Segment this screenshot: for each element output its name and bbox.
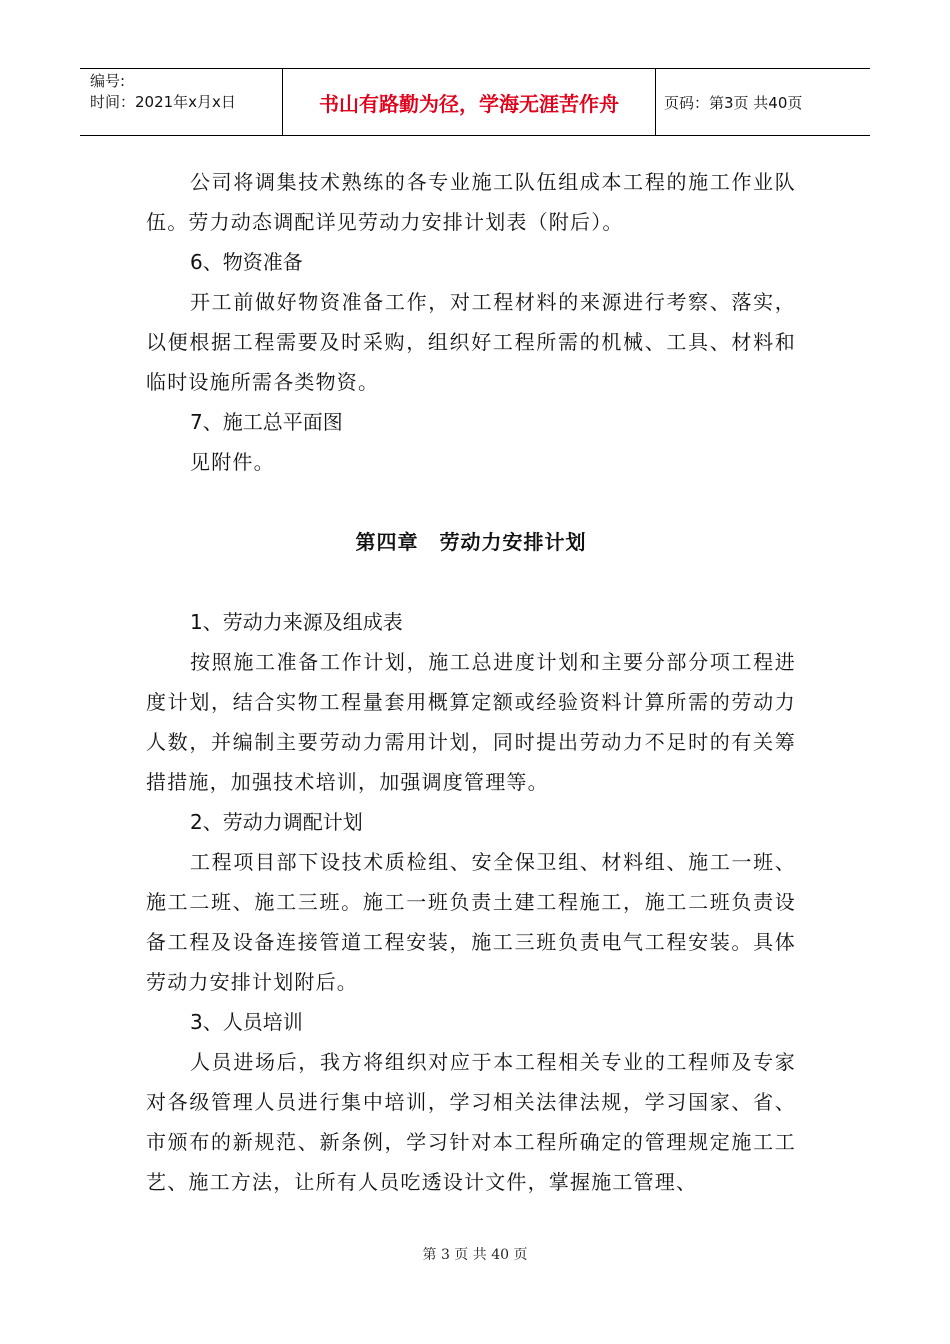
section-heading: 3、人员培训 (190, 1010, 303, 1034)
section-heading: 2、劳动力调配计划 (190, 810, 363, 834)
header-left-cell (80, 69, 282, 135)
section-heading: 1、劳动力来源及组成表 (190, 610, 403, 634)
paragraph: 开工前做好物资准备工作，对工程材料的来源进行考察、落实，以便根据工程需要及时采购，组织好工程所需的机械、工具、材料和临时设施所需各类物资。 (146, 290, 796, 394)
paragraph: 人员进场后，我方将组织对应于本工程相关专业的工程师及专家对各级管理人员进行集中培训，学习相关法律法规，学习国家、省、市颁布的新规范、新条例，学习针对本工程所确定的管理规定施工工艺、施工方法，让所有人员吃透设计文件，掌握施工管理、 (146, 1050, 796, 1194)
section-heading: 6、物资准备 (190, 250, 303, 274)
header-motto: 书山有路勤为径，学海无涯苦作舟 (282, 69, 656, 135)
paragraph: 公司将调集技术熟练的各专业施工队伍组成本工程的施工作业队伍。劳力动态调配详见劳动力安排计划表（附后）。 (146, 170, 796, 234)
code-label: 编号: (90, 72, 126, 90)
header-page-info: 页码：第3页 共40页 (664, 93, 803, 112)
page-footer: 第 3 页 共 40 页 (422, 1247, 528, 1263)
document-body (146, 162, 796, 1202)
paragraph: 工程项目部下设技术质检组、安全保卫组、材料组、施工一班、施工二班、施工三班。施工一班负责土建工程施工，施工二班负责设备工程及设备连接管道工程安装，施工三班负责电气工程安装。具体劳动力安排计划附后。 (146, 850, 796, 994)
section-heading: 7、施工总平面图 (190, 410, 343, 434)
chapter-title: 第四章 劳动力安排计划 (355, 530, 587, 554)
page-header (80, 68, 870, 136)
paragraph: 按照施工准备工作计划，施工总进度计划和主要分部分项工程进度计划，结合实物工程量套用概算定额或经验资料计算所需的劳动力人数，并编制主要劳动力需用计划，同时提出劳动力不足时的有关筹措措施，加强技术培训，加强调度管理等。 (146, 650, 796, 794)
time-label: 时间：2021年x月x日 (90, 93, 236, 111)
paragraph: 见附件。 (190, 450, 275, 474)
